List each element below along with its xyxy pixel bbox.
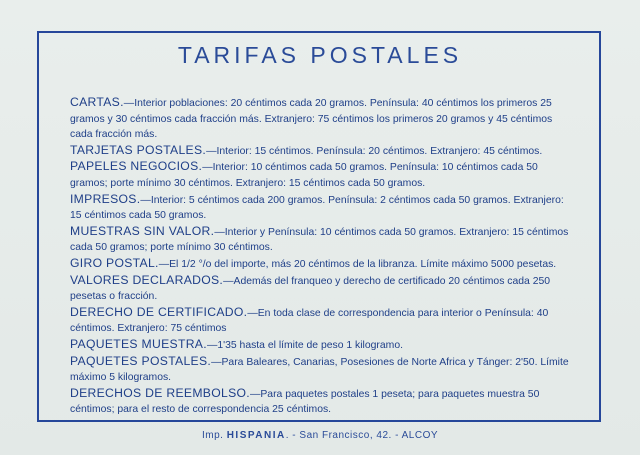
entry-heading: PAPELES NEGOCIOS. (70, 159, 203, 174)
entry-text: —Interior: 10 céntimos cada 50 gramos. Península: 10 céntimos cada 50 gramos; porte mínimo 30 céntimos. Extranjero: 15 céntimos cada 50 gramos. (70, 162, 538, 189)
entry-text: —1'35 hasta el límite de peso 1 kilogramo. (206, 339, 403, 351)
rate-entry-paquetes-postales (70, 354, 570, 386)
printer-imprint (0, 430, 640, 441)
imprint-prefix: Imp. (201, 430, 224, 441)
entry-text: —Interior poblaciones: 20 céntimos cada 20 gramos. Península: 40 céntimos los primeros 25 gramos y 30 céntimos cada fracción más. Extranjero: 75 céntimos los primeros 20 gramos y 45 céntimos cada fracción más. (70, 98, 553, 141)
entry-heading: MUESTRAS SIN VALOR. (70, 223, 215, 238)
page-title: TARIFAS POSTALES (177, 42, 463, 68)
rate-entry-giro-postal (70, 256, 570, 273)
entry-text: —Interior y Península: 10 céntimos cada 50 gramos. Extranjero: 15 céntimos cada 50 gramos; porte mínimo 30 céntimos. (70, 226, 569, 254)
rate-entry-impresos (70, 192, 570, 224)
entry-text: —Interior: 5 céntimos cada 200 gramos. Península: 2 céntimos cada 50 gramos. Extranjero: 15 céntimos cada 50 gramos. (70, 194, 564, 222)
entry-heading: CARTAS. (70, 95, 124, 109)
entry-heading: IMPRESOS. (70, 191, 141, 206)
imprint-brand: HISPANIA (226, 430, 286, 441)
rate-entry-tarjetas-postales (70, 143, 570, 160)
entry-heading: VALORES DECLARADOS. (70, 272, 224, 287)
entry-text: —Para paquetes postales 1 peseta; para paquetes muestra 50 céntimos; para el resto de correspondencia 25 céntimos. (70, 388, 540, 416)
rate-entry-papeles-negocios (70, 159, 570, 191)
entry-heading: TARJETAS POSTALES. (70, 142, 207, 157)
entry-text: —Interior: 15 céntimos. Península: 20 céntimos. Extranjero: 45 céntimos. (206, 145, 543, 157)
rate-entry-cartas (70, 95, 570, 143)
entry-text: —Para Baleares, Canarias, Posesiones de Norte Africa y Tánger: 2'50. Límite máximo 5 kilogramos. (70, 356, 569, 384)
rate-entry-derecho-certificado (70, 305, 570, 337)
imprint-suffix: . - San Francisco, 42. - ALCOY (285, 430, 439, 441)
entry-text: —Además del franqueo y derecho de certificado 20 céntimos cada 250 pesetas o fracción. (70, 275, 551, 303)
entry-heading: GIRO POSTAL. (70, 255, 159, 270)
entry-heading: DERECHO DE CERTIFICADO. (70, 304, 248, 319)
rate-entry-muestras-sin-valor (70, 224, 570, 256)
rate-entry-valores-declarados (70, 273, 570, 305)
entry-text: —El 1/2 °/o del importe, más 20 céntimos de la libranza. Límite máximo 5000 pesetas. (158, 258, 557, 270)
rate-entry-derechos-reembolso (70, 386, 570, 418)
entry-text: —En toda clase de correspondencia para interior o Península: 40 céntimos. Extranjero: 75 céntimos (70, 307, 549, 335)
entry-heading: PAQUETES MUESTRA. (70, 336, 207, 351)
entry-heading: DERECHOS DE REEMBOLSO. (70, 385, 250, 400)
entry-heading: PAQUETES POSTALES. (70, 353, 212, 368)
rate-entry-paquetes-muestra (70, 337, 570, 354)
rates-list (70, 95, 570, 418)
